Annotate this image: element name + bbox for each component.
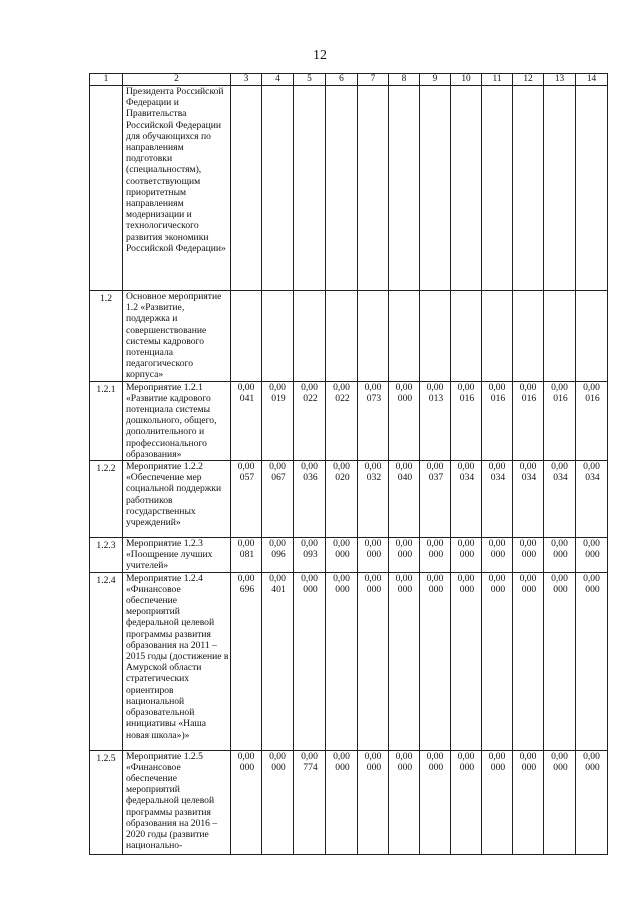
value-cell (576, 461, 608, 538)
value-integer-part: 0,00 (426, 750, 444, 762)
value-integer-part: 0,00 (551, 381, 568, 393)
value-cell (544, 538, 576, 573)
value-cell (451, 461, 482, 538)
row-number: 1.2.2 (90, 461, 123, 538)
value-integer-part: 0,00 (519, 381, 537, 393)
value-integer-part: 0,00 (426, 381, 444, 393)
table-row (90, 86, 608, 291)
value-cell (294, 291, 326, 382)
column-header: 14 (576, 74, 608, 86)
value-fraction-part: 000 (397, 583, 413, 595)
value-cell (326, 750, 358, 854)
value-cell (576, 291, 608, 382)
value-fraction-part: 000 (521, 583, 537, 595)
table-row (90, 750, 608, 854)
value-cell (389, 86, 420, 291)
value-cell (513, 86, 544, 291)
column-header: 11 (482, 74, 513, 86)
value-fraction-part: 040 (397, 472, 413, 484)
value-fraction-part: 000 (397, 549, 413, 561)
value-integer-part: 0,00 (519, 461, 537, 473)
value-fraction-part: 067 (271, 472, 286, 484)
value-cell (513, 572, 544, 750)
value-cell (262, 538, 294, 573)
value-fraction-part: 000 (521, 761, 537, 773)
row-number: 1.2.1 (90, 381, 123, 460)
value-integer-part: 0,00 (519, 572, 537, 584)
table-row (90, 538, 608, 573)
value-fraction-part: 000 (490, 583, 506, 595)
value-cell (420, 461, 451, 538)
value-fraction-part: 081 (239, 549, 255, 561)
column-header: 10 (451, 74, 482, 86)
value-cell (420, 291, 451, 382)
value-integer-part: 0,00 (395, 572, 413, 584)
value-cell (326, 538, 358, 573)
value-integer-part: 0,00 (333, 538, 350, 550)
value-integer-part: 0,00 (395, 381, 413, 393)
value-integer-part: 0,00 (237, 461, 255, 473)
value-integer-part: 0,00 (301, 461, 318, 473)
column-header: 2 (123, 74, 231, 86)
column-header: 8 (389, 74, 420, 86)
value-fraction-part: 034 (490, 472, 506, 484)
value-cell (513, 291, 544, 382)
value-fraction-part: 000 (553, 549, 568, 561)
value-integer-part: 0,00 (488, 381, 506, 393)
value-cell (482, 461, 513, 538)
value-integer-part: 0,00 (519, 750, 537, 762)
value-cell (482, 381, 513, 460)
value-cell (544, 381, 576, 460)
value-cell (389, 381, 420, 460)
value-cell (294, 750, 326, 854)
value-fraction-part: 000 (366, 761, 382, 773)
value-integer-part: 0,00 (333, 750, 350, 762)
value-integer-part: 0,00 (237, 572, 255, 584)
value-cell (513, 381, 544, 460)
value-integer-part: 0,00 (237, 538, 255, 550)
value-fraction-part: 000 (490, 761, 506, 773)
value-cell (544, 750, 576, 854)
value-fraction-part: 000 (397, 392, 413, 404)
value-fraction-part: 016 (459, 392, 475, 404)
value-fraction-part: 000 (585, 761, 600, 773)
value-cell (231, 381, 262, 460)
value-integer-part: 0,00 (301, 750, 318, 762)
value-integer-part: 0,00 (583, 538, 600, 550)
value-fraction-part: 016 (521, 392, 537, 404)
value-integer-part: 0,00 (488, 572, 506, 584)
value-fraction-part: 032 (366, 472, 382, 484)
value-integer-part: 0,00 (583, 461, 600, 473)
value-fraction-part: 016 (490, 392, 506, 404)
value-fraction-part: 022 (335, 392, 350, 404)
value-cell (262, 750, 294, 854)
value-fraction-part: 000 (271, 761, 286, 773)
value-integer-part: 0,00 (551, 461, 568, 473)
activity-name: Основное мероприятие 1.2 «Развитие, поддержка и совершенствование системы кадрового потенциала педагогического корпуса» (123, 291, 231, 382)
value-fraction-part: 000 (335, 761, 350, 773)
value-cell (451, 750, 482, 854)
value-integer-part: 0,00 (364, 461, 382, 473)
value-cell (420, 86, 451, 291)
value-fraction-part: 057 (239, 472, 255, 484)
value-fraction-part: 019 (271, 392, 286, 404)
value-cell (420, 381, 451, 460)
value-integer-part: 0,00 (269, 538, 286, 550)
activity-name: Мероприятие 1.2.3 «Поощрение лучших учителей» (123, 538, 231, 573)
value-integer-part: 0,00 (457, 750, 475, 762)
value-fraction-part: 000 (428, 549, 444, 561)
column-header: 3 (231, 74, 262, 86)
value-cell (358, 381, 389, 460)
value-cell (576, 750, 608, 854)
value-cell (262, 381, 294, 460)
value-cell (294, 538, 326, 573)
value-integer-part: 0,00 (364, 538, 382, 550)
value-fraction-part: 000 (428, 583, 444, 595)
value-integer-part: 0,00 (237, 381, 255, 393)
value-integer-part: 0,00 (583, 750, 600, 762)
value-cell (262, 572, 294, 750)
value-fraction-part: 034 (459, 472, 475, 484)
value-cell (576, 86, 608, 291)
value-fraction-part: 020 (335, 472, 350, 484)
value-integer-part: 0,00 (457, 538, 475, 550)
value-fraction-part: 000 (459, 549, 475, 561)
value-fraction-part: 000 (335, 549, 350, 561)
value-cell (451, 572, 482, 750)
column-header: 6 (326, 74, 358, 86)
value-fraction-part: 000 (490, 549, 506, 561)
value-cell (420, 572, 451, 750)
value-fraction-part: 041 (239, 392, 255, 404)
column-header: 4 (262, 74, 294, 86)
activity-name: Мероприятие 1.2.5 «Финансовое обеспечение мероприятий федеральной целевой программы развития образования на 2016 – 2020 годы (развитие национально- (123, 750, 231, 854)
value-integer-part: 0,00 (426, 538, 444, 550)
value-cell (420, 750, 451, 854)
value-fraction-part: 036 (303, 472, 318, 484)
value-integer-part: 0,00 (488, 461, 506, 473)
value-fraction-part: 000 (459, 761, 475, 773)
value-integer-part: 0,00 (457, 572, 475, 584)
value-cell (358, 86, 389, 291)
table-row (90, 291, 608, 382)
value-cell (420, 538, 451, 573)
value-fraction-part: 093 (303, 549, 318, 561)
value-cell (326, 461, 358, 538)
value-cell (576, 381, 608, 460)
table-row (90, 461, 608, 538)
value-fraction-part: 000 (521, 549, 537, 561)
value-cell (231, 572, 262, 750)
value-cell (262, 86, 294, 291)
value-cell (451, 381, 482, 460)
value-integer-part: 0,00 (395, 538, 413, 550)
value-fraction-part: 000 (366, 583, 382, 595)
value-cell (513, 538, 544, 573)
activity-name: Мероприятие 1.2.1 «Развитие кадрового потенциала системы дошкольного, общего, дополнительного и профессионального образования» (123, 381, 231, 460)
activity-name: Президента Российской Федерации и Правительства Российской Федерации для обучающихся по направлениям подготовки (специальностям), соответствующим приоритетным направлениям модернизации и технологического развития экономики Российской Федерации» (123, 86, 231, 291)
value-fraction-part: 034 (585, 472, 600, 484)
value-fraction-part: 022 (303, 392, 318, 404)
value-integer-part: 0,00 (364, 572, 382, 584)
row-number: 1.2.4 (90, 572, 123, 750)
row-number: 1.2 (90, 291, 123, 382)
value-cell (389, 291, 420, 382)
value-cell (326, 381, 358, 460)
value-cell (231, 750, 262, 854)
value-integer-part: 0,00 (457, 461, 475, 473)
column-header: 13 (544, 74, 576, 86)
value-cell (358, 291, 389, 382)
value-integer-part: 0,00 (426, 461, 444, 473)
value-integer-part: 0,00 (333, 461, 350, 473)
value-cell (262, 291, 294, 382)
header-row (90, 74, 608, 86)
value-cell (294, 461, 326, 538)
value-cell (513, 750, 544, 854)
column-header: 1 (90, 74, 123, 86)
value-integer-part: 0,00 (488, 750, 506, 762)
value-fraction-part: 401 (271, 583, 286, 595)
value-integer-part: 0,00 (237, 750, 255, 762)
value-fraction-part: 000 (553, 583, 568, 595)
value-cell (262, 461, 294, 538)
value-integer-part: 0,00 (395, 461, 413, 473)
value-cell (358, 538, 389, 573)
value-fraction-part: 000 (335, 583, 350, 595)
value-integer-part: 0,00 (301, 572, 318, 584)
value-cell (326, 291, 358, 382)
value-fraction-part: 774 (303, 761, 318, 773)
value-cell (576, 538, 608, 573)
value-integer-part: 0,00 (364, 750, 382, 762)
value-fraction-part: 096 (271, 549, 286, 561)
value-cell (482, 572, 513, 750)
value-integer-part: 0,00 (333, 381, 350, 393)
column-header: 12 (513, 74, 544, 86)
value-integer-part: 0,00 (426, 572, 444, 584)
activity-name: Мероприятие 1.2.4 «Финансовое обеспечение мероприятий федеральной целевой программы развития образования на 2011 – 2015 годы (достижение в Амурской области стратегических ориентиров национальной образовательной инициативы «Наша новая школа»)» (123, 572, 231, 750)
value-integer-part: 0,00 (395, 750, 413, 762)
value-fraction-part: 034 (553, 472, 568, 484)
value-fraction-part: 073 (366, 392, 382, 404)
column-header: 7 (358, 74, 389, 86)
value-fraction-part: 000 (303, 583, 318, 595)
value-integer-part: 0,00 (269, 750, 286, 762)
value-fraction-part: 000 (428, 761, 444, 773)
value-integer-part: 0,00 (269, 461, 286, 473)
value-cell (326, 86, 358, 291)
value-fraction-part: 000 (585, 583, 600, 595)
value-fraction-part: 696 (239, 583, 255, 595)
value-cell (231, 538, 262, 573)
value-cell (231, 291, 262, 382)
value-fraction-part: 034 (521, 472, 537, 484)
value-fraction-part: 000 (397, 761, 413, 773)
value-fraction-part: 000 (585, 549, 600, 561)
value-fraction-part: 000 (553, 761, 568, 773)
value-integer-part: 0,00 (269, 381, 286, 393)
value-fraction-part: 000 (366, 549, 382, 561)
table-row (90, 381, 608, 460)
value-cell (451, 86, 482, 291)
value-integer-part: 0,00 (551, 572, 568, 584)
value-cell (389, 461, 420, 538)
value-cell (389, 572, 420, 750)
value-cell (294, 86, 326, 291)
value-integer-part: 0,00 (301, 538, 318, 550)
value-integer-part: 0,00 (519, 538, 537, 550)
value-fraction-part: 016 (553, 392, 568, 404)
value-cell (482, 86, 513, 291)
value-fraction-part: 013 (428, 392, 444, 404)
value-cell (231, 86, 262, 291)
activity-name: Мероприятие 1.2.2 «Обеспечение мер социальной поддержки работников государственных учреждений» (123, 461, 231, 538)
value-integer-part: 0,00 (488, 538, 506, 550)
value-cell (326, 572, 358, 750)
value-integer-part: 0,00 (551, 750, 568, 762)
value-integer-part: 0,00 (457, 381, 475, 393)
value-cell (231, 461, 262, 538)
value-integer-part: 0,00 (333, 572, 350, 584)
value-cell (294, 381, 326, 460)
row-number: 1.2.5 (90, 750, 123, 854)
value-cell (544, 461, 576, 538)
value-cell (482, 291, 513, 382)
value-integer-part: 0,00 (364, 381, 382, 393)
value-cell (358, 750, 389, 854)
page-number: 12 (313, 48, 327, 63)
value-cell (451, 291, 482, 382)
value-cell (544, 572, 576, 750)
value-cell (544, 291, 576, 382)
value-fraction-part: 000 (239, 761, 255, 773)
value-integer-part: 0,00 (583, 572, 600, 584)
value-integer-part: 0,00 (301, 381, 318, 393)
data-table (89, 73, 608, 855)
value-fraction-part: 000 (459, 583, 475, 595)
value-cell (389, 538, 420, 573)
value-cell (544, 86, 576, 291)
value-cell (358, 461, 389, 538)
value-cell (482, 750, 513, 854)
column-header: 5 (294, 74, 326, 86)
value-integer-part: 0,00 (583, 381, 600, 393)
table-row (90, 572, 608, 750)
value-cell (294, 572, 326, 750)
value-cell (389, 750, 420, 854)
value-cell (513, 461, 544, 538)
value-cell (358, 572, 389, 750)
value-fraction-part: 037 (428, 472, 444, 484)
row-number (90, 86, 123, 291)
value-integer-part: 0,00 (551, 538, 568, 550)
value-integer-part: 0,00 (269, 572, 286, 584)
row-number: 1.2.3 (90, 538, 123, 573)
value-fraction-part: 016 (585, 392, 600, 404)
value-cell (576, 572, 608, 750)
column-header: 9 (420, 74, 451, 86)
value-cell (451, 538, 482, 573)
value-cell (482, 538, 513, 573)
